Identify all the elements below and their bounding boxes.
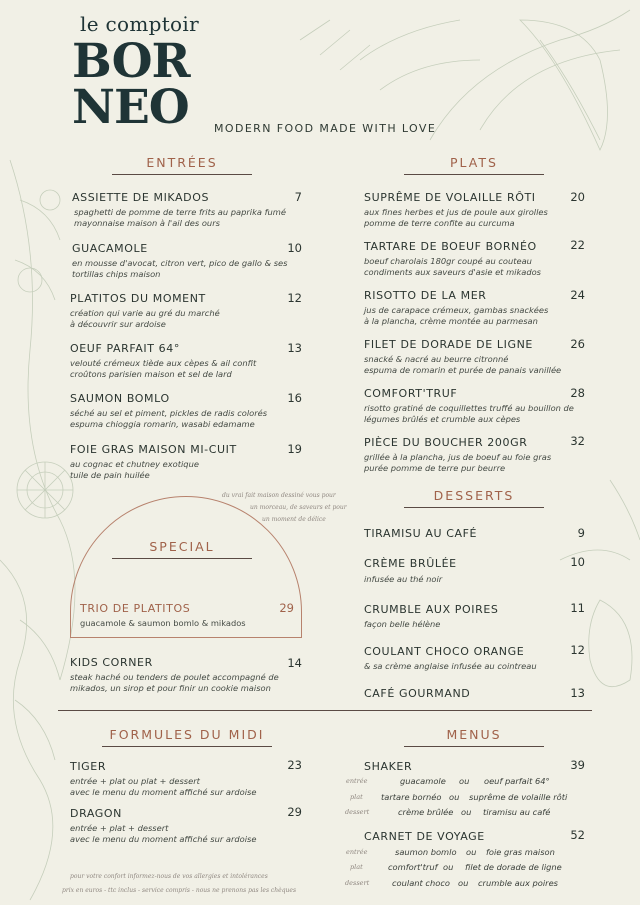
menu-choice: foie gras maison <box>486 847 555 857</box>
course-label: dessert <box>345 879 370 887</box>
kids-corner-desc: mikados, un sirop et pour finir un cookie maison <box>70 683 271 693</box>
menu-item-name: TIRAMISU AU CAFÉ <box>364 527 478 540</box>
menu-item-price: 12 <box>287 291 302 305</box>
menu-item-price: 13 <box>287 341 302 355</box>
menus-title: MENUS <box>446 727 502 742</box>
menu-item-desc: entrée + plat + dessert <box>70 823 169 833</box>
menu-item-price: 32 <box>570 434 585 448</box>
menu-item-price: 52 <box>570 828 585 842</box>
menu-item-price: 28 <box>570 386 585 400</box>
menu-item-name: PIÈCE DU BOUCHER 200GR <box>364 436 528 449</box>
menu-item-name: TIGER <box>70 760 107 773</box>
menu-item-name: DRAGON <box>70 807 123 820</box>
menu-item-desc: avec le menu du moment affiché sur ardoise <box>70 787 257 797</box>
menu-item-price: 19 <box>287 442 302 456</box>
kids-corner-desc: steak haché ou tenders de poulet accompagné de <box>70 672 279 682</box>
menu-or: ou <box>461 807 472 817</box>
menu-choice: crème brûlée <box>398 807 454 817</box>
menus-underline <box>404 746 544 747</box>
menu-item-desc: avec le menu du moment affiché sur ardoise <box>70 834 257 844</box>
menu-item-name: CARNET DE VOYAGE <box>364 830 485 843</box>
menu-item-desc: façon belle hélène <box>364 619 441 629</box>
menu-choice: guacamole <box>400 776 446 786</box>
menu-item-name: SAUMON BOMLO <box>70 392 170 405</box>
menu-item-name: COULANT CHOCO ORANGE <box>364 645 525 658</box>
menu-item-name: GUACAMOLE <box>72 242 148 255</box>
menu-item-price: 7 <box>294 190 302 204</box>
special-item-desc: guacamole & saumon bomlo & mikados <box>80 618 246 628</box>
section-divider <box>58 710 592 711</box>
entrees-underline <box>112 174 252 175</box>
logo-line-2: NEO <box>72 80 189 135</box>
menu-choice: oeuf parfait 64° <box>484 776 550 786</box>
menu-item-price: 10 <box>570 555 585 569</box>
menu-item-desc: à la plancha, crème montée au parmesan <box>364 316 538 326</box>
menu-item-desc: séché au sel et piment, pickles de radis colorés <box>70 408 268 418</box>
menu-item-price: 22 <box>570 238 585 252</box>
menu-choice: saumon bomlo <box>395 847 457 857</box>
formules-underline <box>102 746 272 747</box>
formules-title: FORMULES DU MIDI <box>109 727 265 742</box>
menu-choice: tartare bornéo <box>381 792 442 802</box>
entrees-title: ENTRÉES <box>146 155 218 170</box>
menu-item-price: 26 <box>570 337 585 351</box>
plats-underline <box>404 174 544 175</box>
menu-item-desc: condiments aux saveurs d'asie et mikados <box>364 267 542 277</box>
menu-item-desc: tuile de pain huilée <box>70 470 150 480</box>
special-title: SPECIAL <box>149 539 215 554</box>
menu-item-desc: jus de carapace crémeux, gambas snackées <box>364 305 549 315</box>
menu-item-desc: en mousse d'avocat, citron vert, pico de gallo & ses <box>72 258 288 268</box>
menu-item-desc: spaghetti de pomme de terre frits au paprika fumé <box>74 207 286 217</box>
menu-item-desc: velouté crémeux tiède aux cèpes & ail confit <box>70 358 257 368</box>
menu-item-desc: légumes brûlés et crumble aux cèpes <box>364 414 521 424</box>
menu-item-desc: boeuf charolais 180gr coupé au couteau <box>364 256 532 266</box>
course-label: entrée <box>346 777 368 785</box>
pricing-footnote: prix en euros - ttc inclus - service compris - nous ne prenons pas les chèques <box>62 887 297 894</box>
menu-item-desc: espuma chioggia romarin, wasabi edamame <box>70 419 255 429</box>
menu-item-desc: création qui varie au gré du marché <box>70 308 220 318</box>
allergy-footnote: pour votre confort informez-nous de vos allergies et intolérances <box>70 873 268 880</box>
menu-item-name: FOIE GRAS MAISON MI-CUIT <box>70 443 237 456</box>
course-label: entrée <box>346 848 368 856</box>
menu-item-desc: entrée + plat ou plat + dessert <box>70 776 200 786</box>
menu-item-name: SHAKER <box>364 760 413 773</box>
menu-or: ou <box>466 847 477 857</box>
menu-choice: filet de dorade de ligne <box>465 862 562 872</box>
desserts-underline <box>404 507 544 508</box>
tagline: MODERN FOOD MADE WITH LOVE <box>214 122 437 135</box>
special-item-price: 29 <box>279 601 294 615</box>
menu-or: ou <box>443 862 454 872</box>
special-item-name: TRIO DE PLATITOS <box>80 602 191 615</box>
menu-item-desc: tortillas chips maison <box>72 269 161 279</box>
menu-item-desc: pomme de terre confite au curcuma <box>364 218 515 228</box>
logo-subtitle: le comptoir <box>80 12 199 36</box>
special-handwritten-note: un moment de délice <box>262 516 326 523</box>
special-handwritten-note: du vrai fait maison dessiné vous pour <box>222 492 336 499</box>
plats-title: PLATS <box>450 155 498 170</box>
menu-item-desc: croûtons parisien maison et sel de lard <box>70 369 232 379</box>
menu-item-name: ASSIETTE DE MIKADOS <box>72 191 210 204</box>
menu-choice: tiramisu au café <box>483 807 551 817</box>
menu-item-price: 13 <box>570 686 585 700</box>
menu-item-name: OEUF PARFAIT 64° <box>70 342 180 355</box>
menu-item-desc: grillée à la plancha, jus de boeuf au foie gras <box>364 452 552 462</box>
course-label: plat <box>350 863 363 871</box>
menu-item-name: COMFORT'TRUF <box>364 387 458 400</box>
menu-item-price: 10 <box>287 241 302 255</box>
special-underline <box>112 558 252 559</box>
menu-item-desc: aux fines herbes et jus de poule aux girolles <box>364 207 548 217</box>
menu-choice: comfort'truf <box>388 862 438 872</box>
kids-corner-name: KIDS CORNER <box>70 656 153 669</box>
menu-item-price: 16 <box>287 391 302 405</box>
menu-item-price: 23 <box>287 758 302 772</box>
kids-corner-price: 14 <box>287 656 302 670</box>
menu-item-name: TARTARE DE BOEUF BORNÉO <box>364 240 537 253</box>
menu-item-price: 29 <box>287 805 302 819</box>
menu-item-desc: infusée au thé noir <box>364 574 443 584</box>
menu-or: ou <box>458 878 469 888</box>
menu-item-desc: & sa crème anglaise infusée au cointreau <box>364 661 537 671</box>
menu-item-price: 11 <box>570 601 585 615</box>
menu-item-price: 39 <box>570 758 585 772</box>
course-label: dessert <box>345 808 370 816</box>
course-label: plat <box>350 793 363 801</box>
menu-or: ou <box>449 792 460 802</box>
menu-item-name: CAFÉ GOURMAND <box>364 687 471 700</box>
menu-item-desc: au cognac et chutney exotique <box>70 459 199 469</box>
menu-item-desc: à découvrir sur ardoise <box>70 319 166 329</box>
logo-line-1: BOR <box>72 34 190 89</box>
menu-item-name: PLATITOS DU MOMENT <box>70 292 206 305</box>
menu-choice: coulant choco <box>392 878 450 888</box>
menu-item-name: FILET DE DORADE DE LIGNE <box>364 338 533 351</box>
menu-item-price: 24 <box>570 288 585 302</box>
menu-item-desc: mayonnaise maison à l'ail des ours <box>74 218 220 228</box>
menu-item-name: CRÈME BRÛLÉE <box>364 557 457 570</box>
menu-item-desc: espuma de romarin et purée de panais vanillée <box>364 365 562 375</box>
menu-item-desc: snacké & nacré au beurre citronné <box>364 354 509 364</box>
menu-choice: crumble aux poires <box>478 878 559 888</box>
menu-item-desc: risotto gratiné de coquillettes truffé au bouillon de <box>364 403 574 413</box>
menu-choice: suprême de volaille rôti <box>469 792 568 802</box>
menu-item-price: 9 <box>577 526 585 540</box>
menu-item-name: RISOTTO DE LA MER <box>364 289 487 302</box>
menu-or: ou <box>459 776 470 786</box>
menu-item-price: 12 <box>570 643 585 657</box>
desserts-title: DESSERTS <box>433 488 515 503</box>
menu-item-desc: purée pomme de terre pur beurre <box>364 463 506 473</box>
menu-item-name: CRUMBLE AUX POIRES <box>364 603 499 616</box>
menu-item-name: SUPRÊME DE VOLAILLE RÔTI <box>364 191 536 204</box>
menu-item-price: 20 <box>570 190 585 204</box>
special-handwritten-note: un morceau, de saveurs et pour <box>250 504 347 511</box>
